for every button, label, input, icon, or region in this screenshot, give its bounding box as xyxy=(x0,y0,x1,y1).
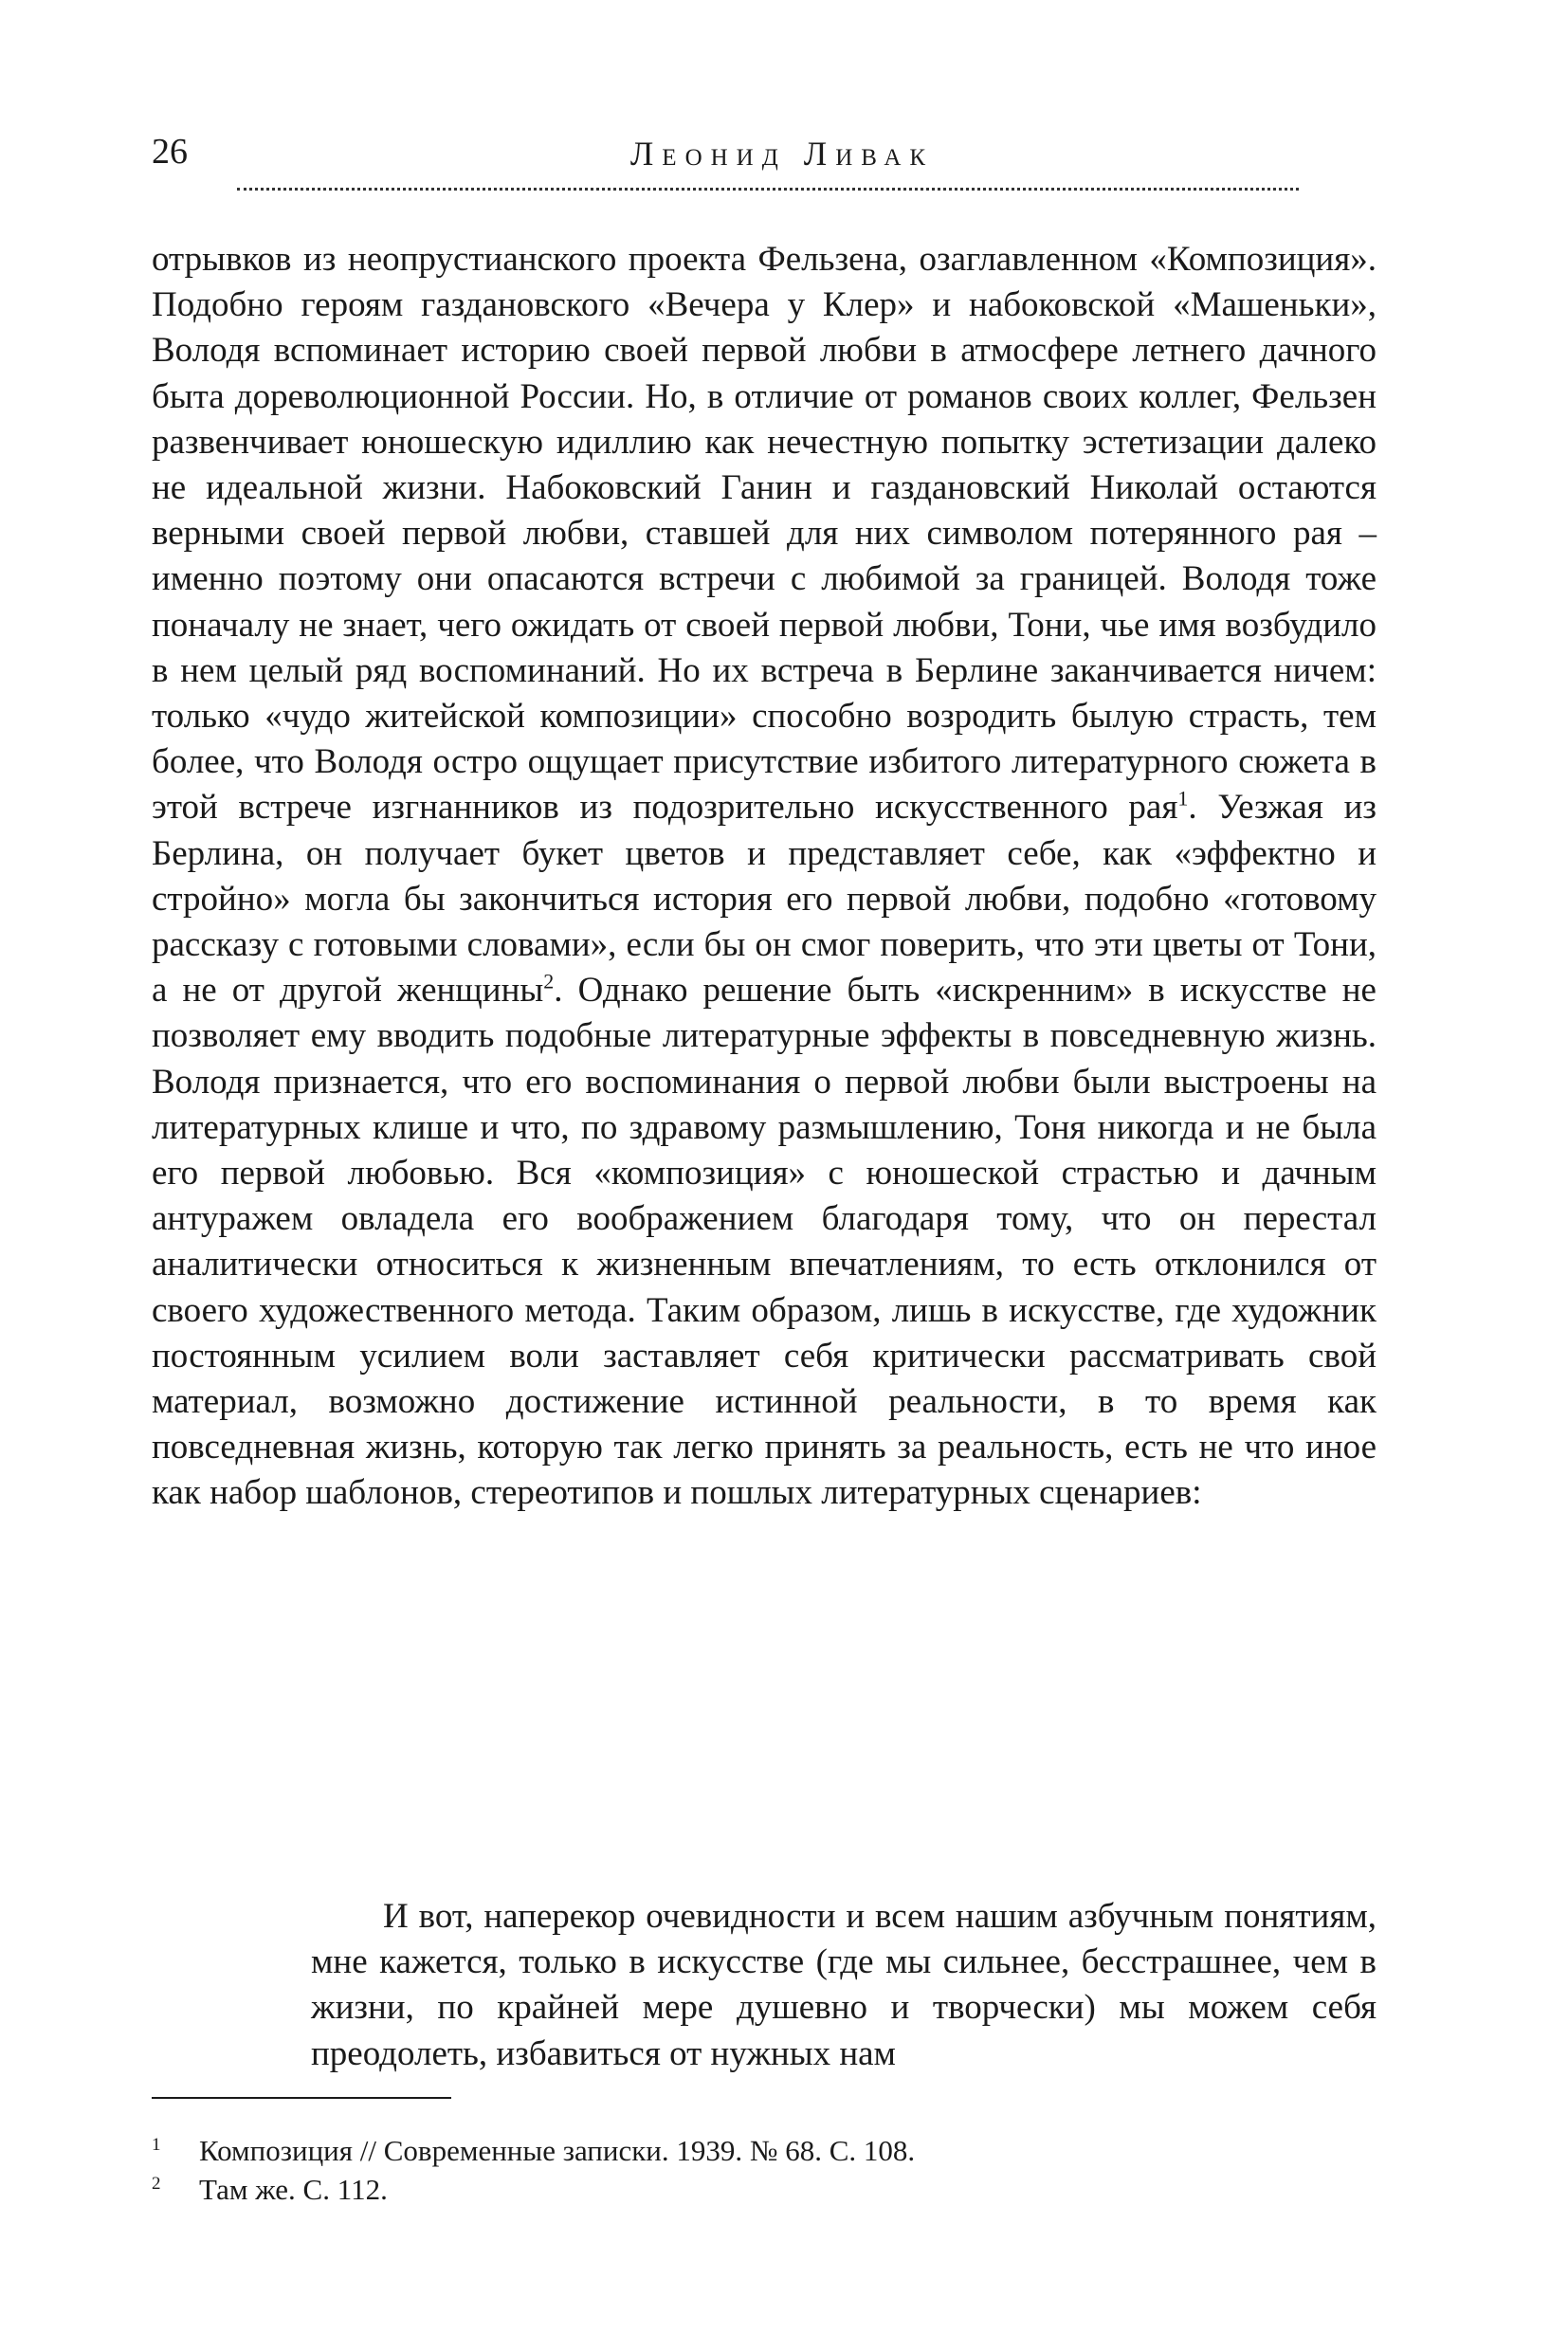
header-rule xyxy=(237,188,1299,191)
footnote-2 xyxy=(152,2170,1375,2209)
body-text-part-2: . Уезжая из Берлина, он получает букет цветов и представляет себе, как «эффектно и стройно» могла бы закончиться история его первой любви, подобно «готовому рассказу с готовыми словами», если бы он смог поверить, что эти цветы от Тони, а не от другой женщины xyxy=(152,788,1377,1011)
footnote-text: Там же. С. 112. xyxy=(199,2173,388,2206)
footnote-ref-2[interactable]: 2 xyxy=(543,969,555,993)
page-number: 26 xyxy=(152,132,188,172)
footnote-mark: 2 xyxy=(152,2174,161,2194)
block-quote: И вот, наперекор очевидности и всем нашим азбучным понятиям, мне кажется, только в искусстве (где мы сильнее, бесстрашнее, чем в жизни, по крайней мере душевно и творчески) мы можем себя преодолеть, избавиться от нужных нам xyxy=(311,1897,1377,2073)
body-text-part-3: . Однако решение быть «искренним» в искусстве не позволяет ему вводить подобные литературные эффекты в повседневную жизнь. Володя признается, что его воспоминания о первой любви были выстроены на литературных клише и что, по здравому размышлению, Тоня никогда и не была его первой любовью. Вся «композиция» с юношеской страстью и дачным антуражем овладела его воображением благодаря тому, что он перестал аналитически относиться к жизненным впечатлениям, то есть отклонился от своего художественного метода. Таким образом, лишь в искусстве, где художник постоянным усилием воли заставляет себя критически рассматривать свой материал, возможно достижение истинной реальности, в то время как повседневная жизнь, которую так легко принять за реальность, есть не что иное как набор шаблонов, стереотипов и пошлых литературных сценариев: xyxy=(152,971,1377,1513)
footnote-text: Композиция // Современные записки. 1939. № 68. С. 108. xyxy=(199,2134,916,2167)
footnote-ref-1[interactable]: 1 xyxy=(1177,787,1189,811)
footnotes xyxy=(152,2131,1375,2209)
footnote-mark: 1 xyxy=(152,2135,161,2155)
body-paragraph xyxy=(152,237,1377,1517)
footnote-rule xyxy=(152,2097,451,2099)
footnote-1 xyxy=(152,2131,1375,2170)
running-head: Леонид Ливак xyxy=(629,135,935,173)
body-text-part-1: отрывков из неопрустианского проекта Фельзена, озаглавленном «Композиция». Подобно героям газдановского «Вечера у Клер» и набоковской «Машеньки», Володя вспоминает историю своей первой любви в атмосфере летнего дачного быта дореволюционной России. Но, в отличие от романов своих коллег, Фельзен развенчивает юношескую идиллию как нечестную попытку эстетизации далеко не идеальной жизни. Набоковский Ганин и газдановский Николай остаются верными своей первой любви, ставшей для них символом потерянного рая – именно поэтому они опасаются встречи с любимой за границей. Володя тоже поначалу не знает, чего ожидать от своей первой любви, Тони, чье имя возбудило в нем целый ряд воспоминаний. Но их встреча в Берлине заканчивается ничем: только «чудо житейской композиции» способно возродить былую страсть, тем более, что Володя остро ощущает присутствие избитого литературного сюжета в этой встрече изгнанников из подозрительно искусственного рая xyxy=(152,240,1377,828)
